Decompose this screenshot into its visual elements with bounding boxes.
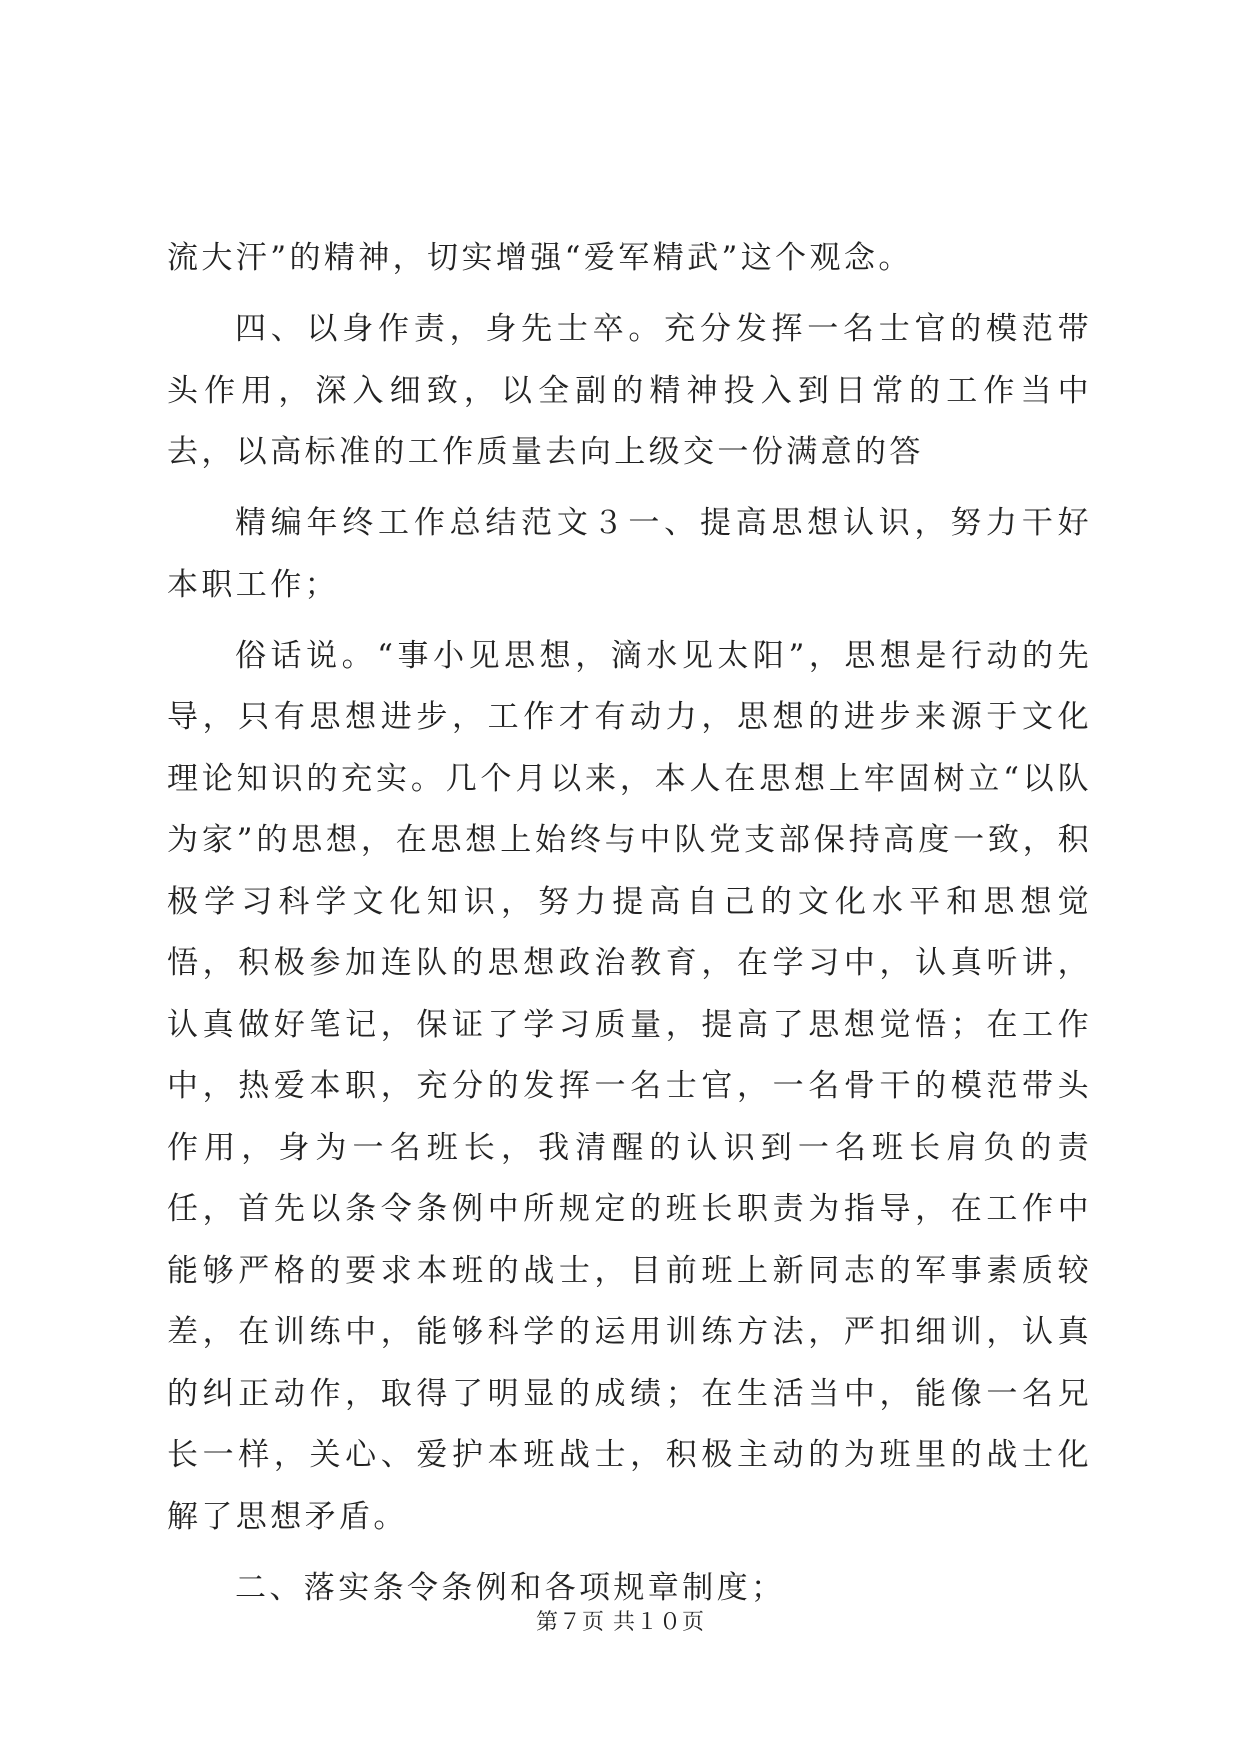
paragraph-section-four: 四、以身作责，身先士卒。充分发挥一名士官的模范带头作用，深入细致，以全副的精神投入到日常的工作当中去，以高标准的工作质量去向上级交一份满意的答	[167, 311, 1092, 470]
document-body	[167, 228, 1092, 1629]
paragraph-thought-awareness: 俗话说。“事小见思想，滴水见太阳”，思想是行动的先导，只有思想进步，工作才有动力，思想的进步来源于文化理论知识的充实。几个月以来，本人在思想上牢固树立“以队为家”的思想，在思想上始终与中队党支部保持高度一致，积极学习科学文化知识，努力提高自己的文化水平和思想觉悟，积极参加连队的思想政治教育，在学习中，认真听讲，认真做好笔记，保证了学习质量，提高了思想觉悟；在工作中，热爱本职，充分的发挥一名士官，一名骨干的模范带头作用，身为一名班长，我清醒的认识到一名班长肩负的责任，首先以条令条例中所规定的班长职责为指导，在工作中能够严格的要求本班的战士，目前班上新同志的军事素质较差，在训练中，能够科学的运用训练方法，严扣细训，认真的纠正动作，取得了明显的成绩；在生活当中，能像一名兄长一样，关心、爱护本班战士，积极主动的为班里的战士化解了思想矛盾。	[167, 637, 1092, 1535]
paragraph-section-two: 二、落实条令条例和各项规章制度；	[235, 1569, 786, 1606]
paragraph-continuation: 流大汗”的精神，切实增强“爱军精武”这个观念。	[167, 240, 913, 276]
paragraph-heading-sample-three: 精编年终工作总结范文３一、提高思想认识，努力干好本职工作；	[167, 505, 1092, 603]
page-number-footer: 第７页 共１０页	[536, 1610, 705, 1635]
